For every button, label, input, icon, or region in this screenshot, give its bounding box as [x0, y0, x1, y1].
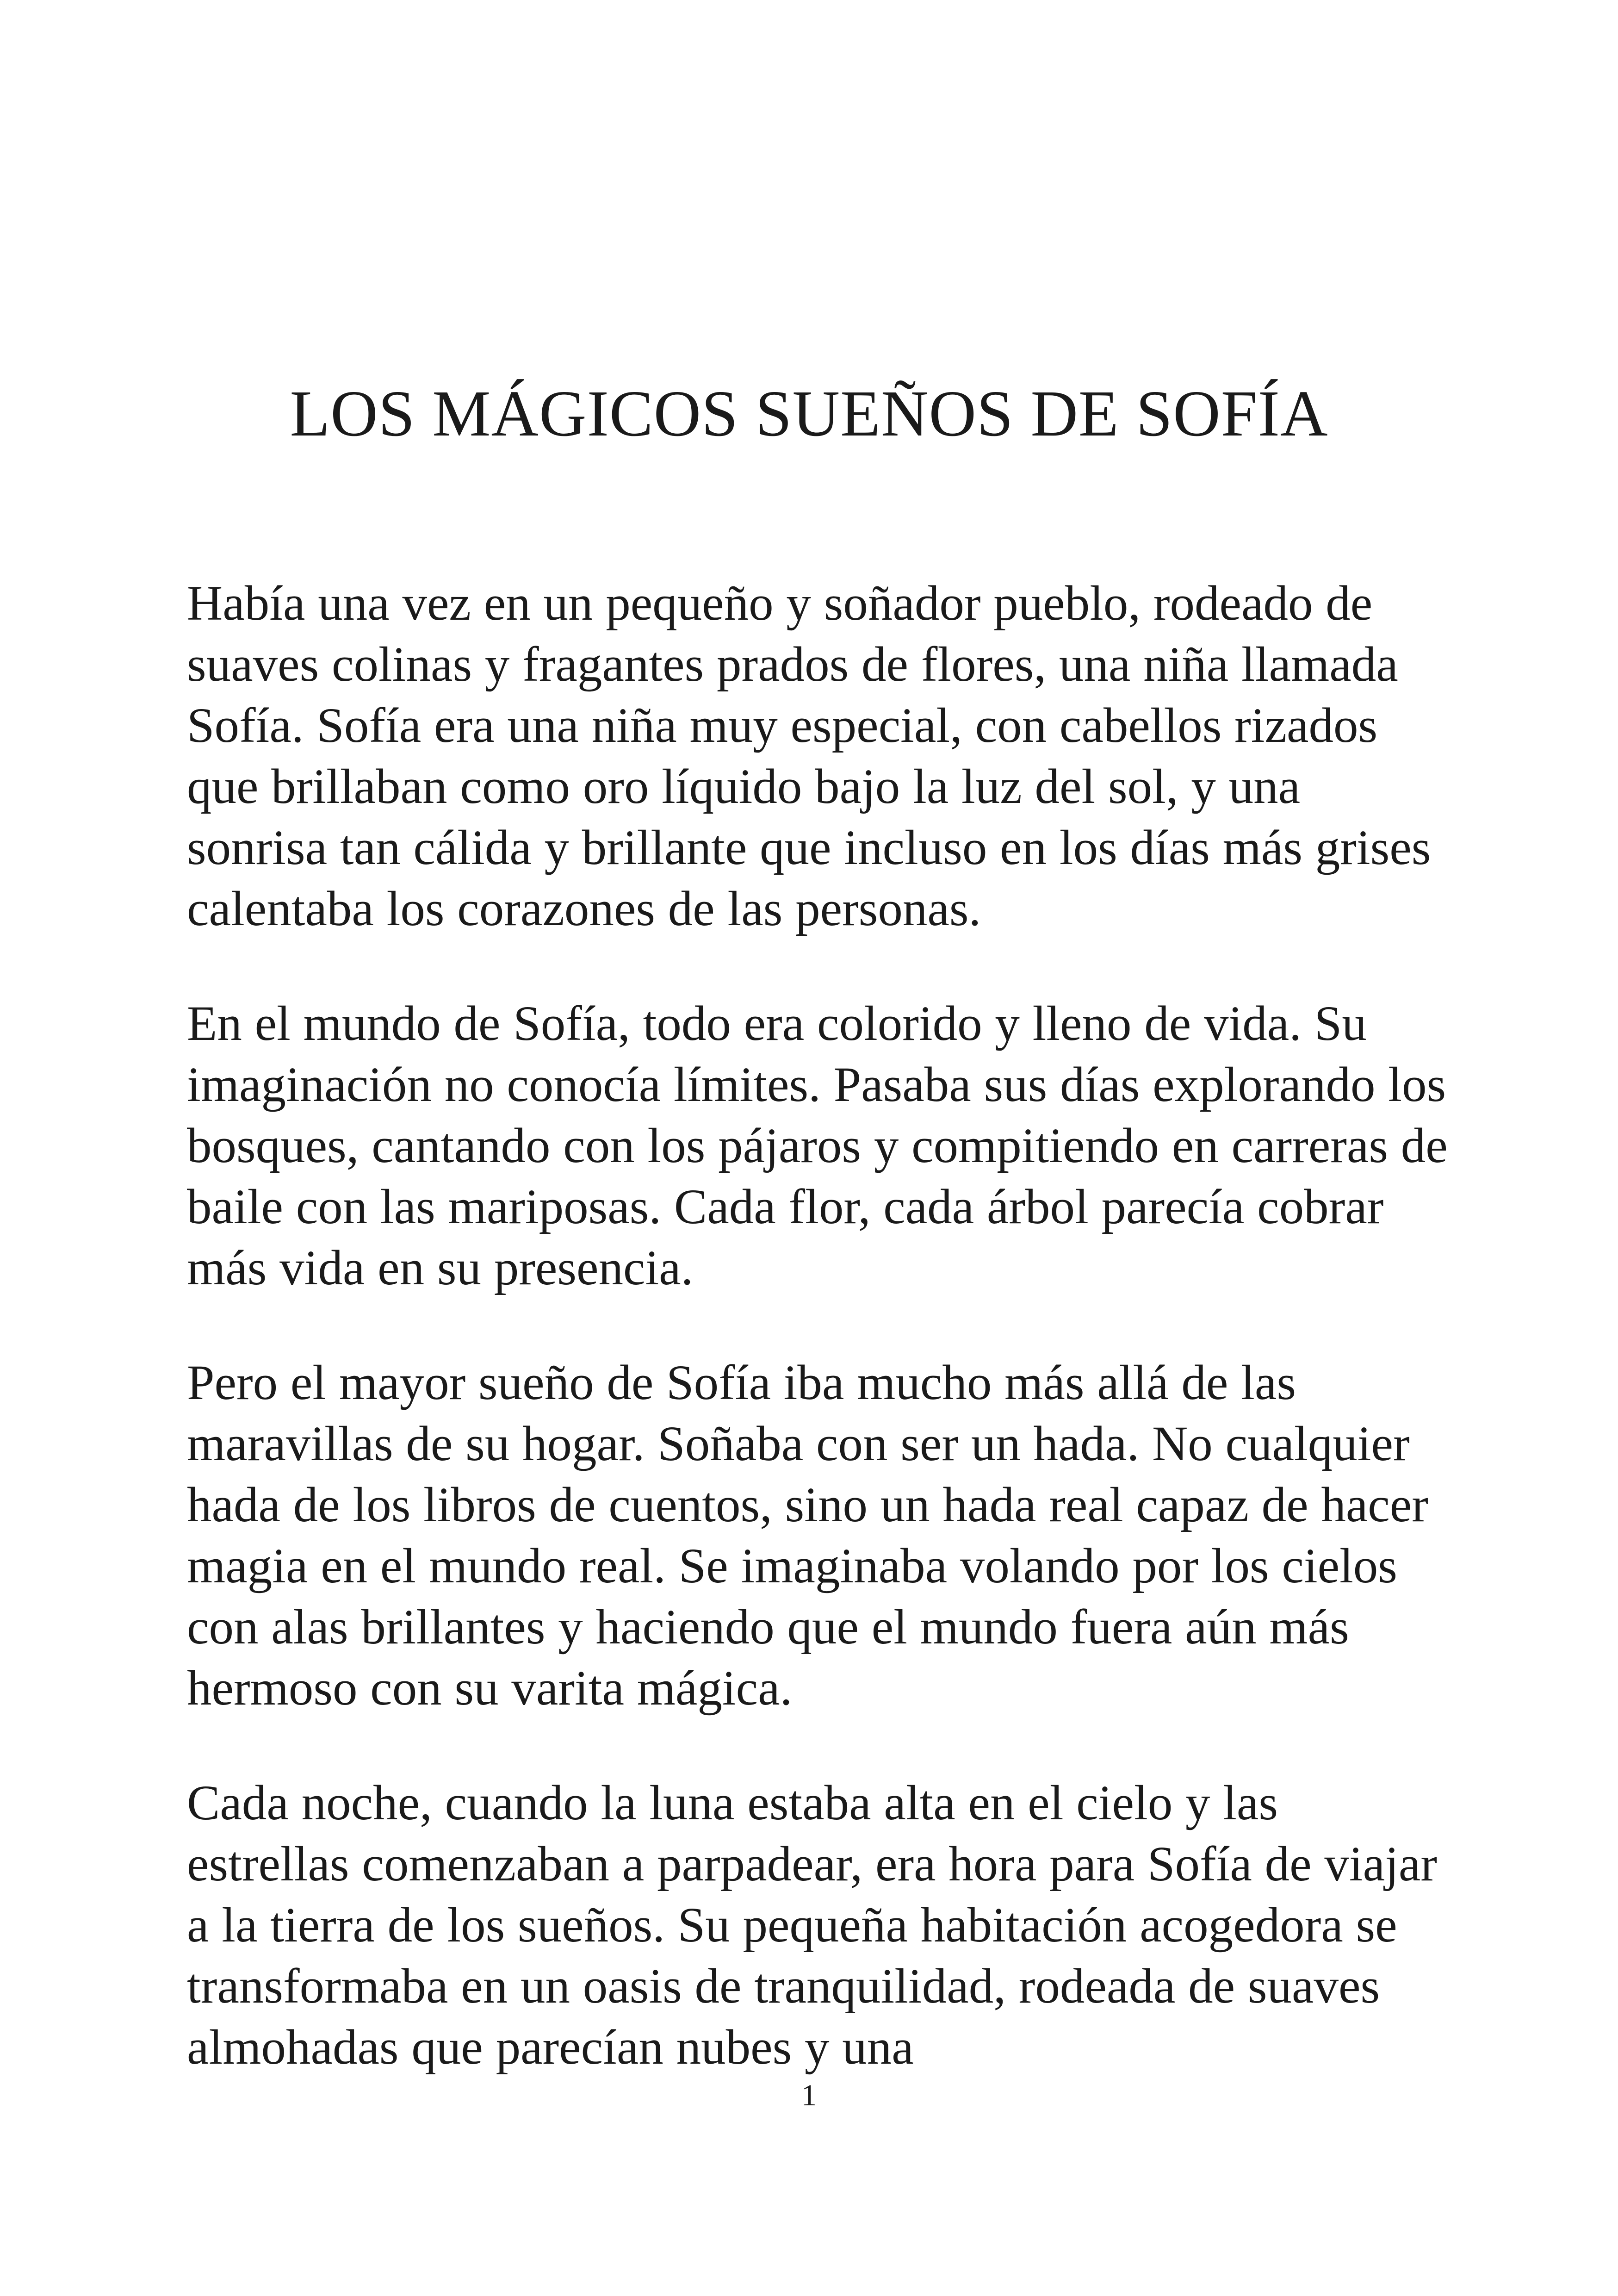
paragraph-2: En el mundo de Sofía, todo era colorido y lleno de vida. Su imaginación no conocía límites. Pasaba sus días explorando los bosques, cantando con los pájaros y compitiendo en carreras de baile con las mariposas. Cada flor, cada árbol parecía cobrar más vida en su presencia.: [187, 996, 1448, 1295]
story-body: [187, 573, 1450, 2132]
paragraph-4: Cada noche, cuando la luna estaba alta en el cielo y las estrellas comenzaban a parpadear, era hora para Sofía de viajar a la tierra de los sueños. Su pequeña habitación acogedora se transformaba en un oasis de tranquilidad, rodeada de suaves almohadas que parecían nubes y una: [187, 1776, 1437, 2075]
paragraph-3: Pero el mayor sueño de Sofía iba mucho más allá de las maravillas de su hogar. Soñaba con ser un hada. No cualquier hada de los libros de cuentos, sino un hada real capaz de hacer magia en el mundo real. Se imaginaba volando por los cielos con alas brillantes y haciendo que el mundo fuera aún más hermoso con su varita mágica.: [187, 1356, 1428, 1716]
paragraph-1: Había una vez en un pequeño y soñador pueblo, rodeado de suaves colinas y fragantes prados de flores, una niña llamada Sofía. Sofía era una niña muy especial, con cabellos rizados que brillaban como oro líquido bajo la luz del sol, y una sonrisa tan cálida y brillante que incluso en los días más grises calentaba los corazones de las personas.: [187, 576, 1431, 936]
page-title: LOS MÁGICOS SUEÑOS DE SOFÍA: [290, 377, 1328, 450]
page-number: 1: [801, 2078, 817, 2112]
